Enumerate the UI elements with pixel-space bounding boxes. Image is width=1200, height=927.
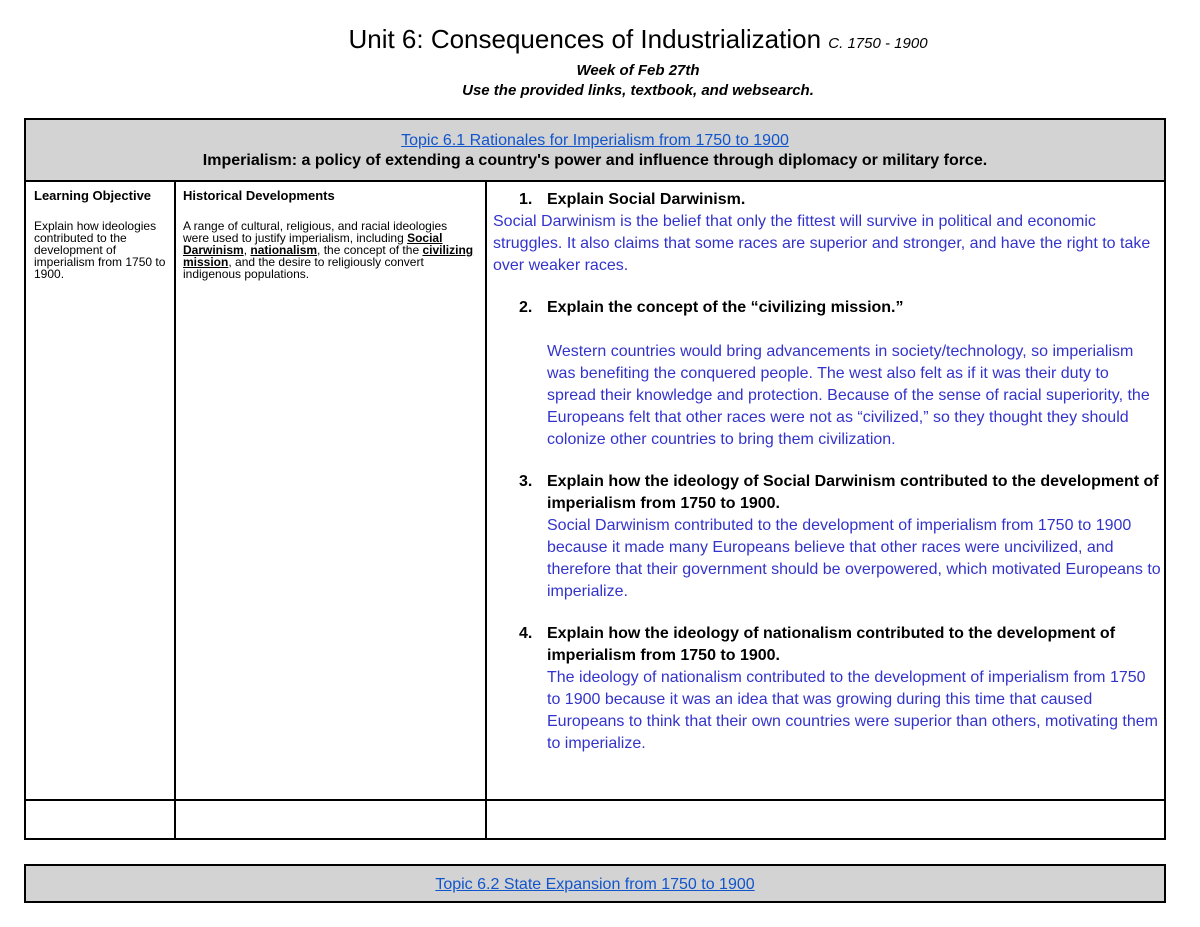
topic-6-1-header xyxy=(26,120,1164,182)
historical-developments-text xyxy=(183,220,475,280)
question-2 xyxy=(493,297,1161,319)
question-number: 2. xyxy=(519,299,533,316)
page-title xyxy=(0,22,1200,61)
document-header xyxy=(0,22,1200,101)
column-divider xyxy=(174,180,176,838)
hd-text-part: , and the desire to religiously convert indigenous populations. xyxy=(183,255,424,281)
term-nationalism: nationalism xyxy=(250,243,318,257)
learning-objective-cell xyxy=(34,188,170,280)
question-text: Explain Social Darwinism. xyxy=(547,191,746,208)
question-text: Explain the concept of the “civilizing mission.” xyxy=(547,299,904,316)
question-text: Explain how the ideology of Social Darwinism contributed to the development of imperialism from 1750 to 1900. xyxy=(547,473,1159,512)
historical-developments-heading: Historical Developments xyxy=(183,188,335,203)
date-range: C. 1750 - 1900 xyxy=(828,35,928,52)
column-divider xyxy=(485,180,487,838)
question-text: Explain how the ideology of nationalism contributed to the development of imperialism from 1750 to 1900. xyxy=(547,625,1116,664)
question-1 xyxy=(493,189,1161,211)
answer-1: Social Darwinism is the belief that only the fittest will survive in political and economic struggles. It also claims that some races are superior and stronger, and have the right to take over weaker races. xyxy=(493,213,1151,274)
topic-6-2-header xyxy=(24,864,1166,903)
question-number: 4. xyxy=(519,625,533,642)
term-social-darwinism: Social Darwinism xyxy=(183,231,443,257)
question-number: 3. xyxy=(519,473,533,490)
answer-4: The ideology of nationalism contributed to the development of imperialism from 1750 to 1900 because it was an idea that was growing during this time that caused Europeans to think that their own countries were superior than others, motivating them to imperialize. xyxy=(547,669,1158,752)
title-text: Unit 6: Consequences of Industrialization xyxy=(348,24,822,54)
term-civilizing-mission: civilizing mission xyxy=(183,243,474,269)
topic-6-1-table xyxy=(24,118,1166,840)
imperialism-definition: Imperialism: a policy of extending a country's power and influence through diplomacy or military force. xyxy=(202,152,988,169)
historical-developments-cell xyxy=(183,188,475,280)
instructions: Use the provided links, textbook, and websearch. xyxy=(462,82,814,99)
question-number: 1. xyxy=(519,191,533,208)
topic-6-1-link[interactable]: Topic 6.1 Rationales for Imperialism from 1750 to 1900 xyxy=(401,132,789,149)
answer-2: Western countries would bring advancements in society/technology, so imperialism was benefiting the conquered people. The west also felt as if it was their duty to spread their knowledge and protection. Because of the sense of racial superiority, the Europeans felt that other races were not as “civilized,” so they thought they should colonize other countries to bring them civilization. xyxy=(547,343,1150,448)
answer-3: Social Darwinism contributed to the development of imperialism from 1750 to 1900 because it made many Europeans believe that other races were uncivilized, and therefore that their government should be overpowered, which motivated Europeans to imperialize. xyxy=(547,517,1161,600)
learning-objective-text: Explain how ideologies contributed to the development of imperialism from 1750 to 1900. xyxy=(34,219,166,281)
question-4 xyxy=(493,623,1161,667)
questions-cell xyxy=(493,189,1161,755)
hd-text-part: , xyxy=(243,243,251,257)
hd-text-part: , the concept of the xyxy=(317,243,423,257)
hd-text-part: A range of cultural, religious, and racial ideologies were used to justify imperialism, including xyxy=(183,219,448,245)
question-3 xyxy=(493,471,1161,515)
row-divider xyxy=(26,799,1164,801)
week-label: Week of Feb 27th xyxy=(576,62,700,79)
topic-6-2-link[interactable]: Topic 6.2 State Expansion from 1750 to 1900 xyxy=(435,876,755,893)
topic-6-1-body xyxy=(26,180,1164,838)
learning-objective-heading: Learning Objective xyxy=(34,188,152,203)
